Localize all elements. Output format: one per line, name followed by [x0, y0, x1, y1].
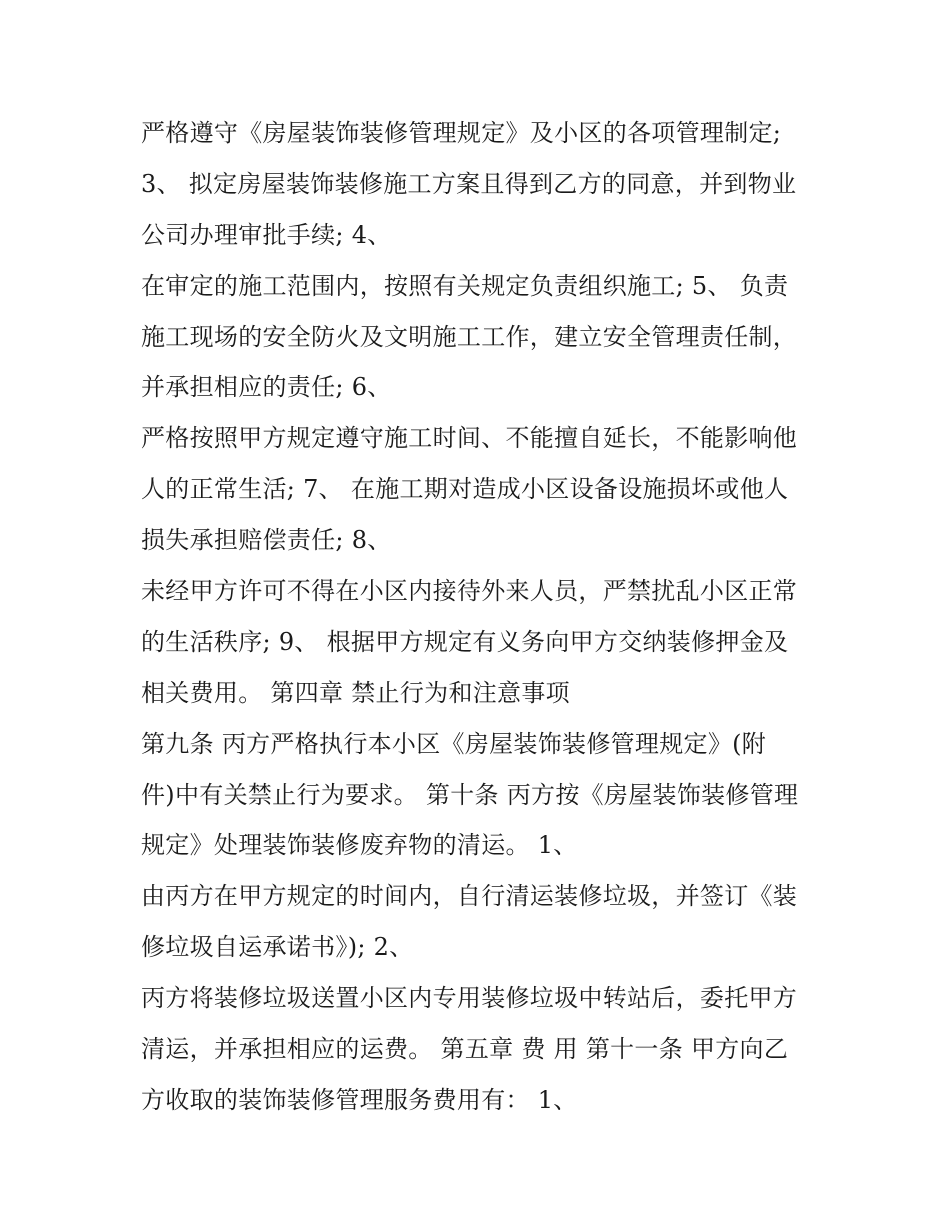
article-line: 件)中有关禁止行为要求。 第十条 丙方按《房屋装饰装修管理 [141, 780, 799, 809]
article-line: 第九条 丙方严格执行本小区《房屋装饰装修管理规定》(附 [141, 729, 767, 758]
text-line: 严格按照甲方规定遵守施工时间、不能擅自延长，不能影响他 [141, 424, 798, 453]
text-line: 未经甲方许可不得在小区内接待外来人员，严禁扰乱小区正常 [141, 577, 798, 606]
text-line: 在审定的施工范围内，按照有关规定负责组织施工; 5、 负责 [141, 271, 789, 300]
text-line: 丙方将装修垃圾送置小区内专用装修垃圾中转站后，委托甲方 [141, 984, 798, 1013]
text-line: 并承担相应的责任; 6、 [141, 373, 392, 402]
text-line: 施工现场的安全防火及文明施工工作，建立安全管理责任制， [141, 322, 798, 351]
text-line: 3、 拟定房屋装饰装修施工方案且得到乙方的同意，并到物业 [141, 169, 797, 198]
document-body [141, 108, 831, 1126]
text-line: 规定》处理装饰装修废弃物的清运。 1、 [141, 831, 578, 860]
chapter-heading-line: 清运，并承担相应的运费。 第五章 费 用 第十一条 甲方向乙 [141, 1035, 789, 1064]
text-line: 修垃圾自运承诺书》); 2、 [141, 933, 414, 962]
text-line: 公司办理审批手续; 4、 [141, 220, 392, 249]
text-line: 损失承担赔偿责任; 8、 [141, 526, 392, 555]
text-line: 人的正常生活; 7、 在施工期对造成小区设备设施损坏或他人 [141, 475, 789, 504]
text-line: 由丙方在甲方规定的时间内，自行清运装修垃圾，并签订《装 [141, 882, 798, 911]
chapter-heading-line: 相关费用。 第四章 禁止行为和注意事项 [141, 678, 570, 707]
text-line: 严格遵守《房屋装饰装修管理规定》及小区的各项管理制定; [141, 119, 782, 147]
text-line: 方收取的装饰装修管理服务费用有： 1、 [141, 1085, 578, 1114]
text-line: 的生活秩序; 9、 根据甲方规定有义务向甲方交纳装修押金及 [141, 627, 789, 656]
